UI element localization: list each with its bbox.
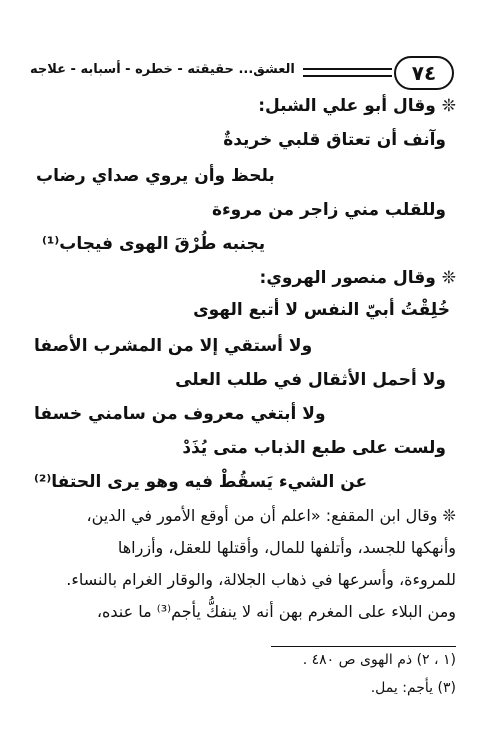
verse-line: وآنف أن تعتاق قلبي خريدةٌ <box>223 130 446 150</box>
verse-line: خُلِقْتُ أبيّ النفس لا أتبع الهوى <box>193 300 450 320</box>
page-number: ٧٤ <box>394 56 454 90</box>
verse-line: يجنبه طُرْقَ الهوى فيجاب⁽¹⁾ <box>42 234 266 254</box>
text-line: ❊ وقال أبو علي الشبل: <box>258 96 456 116</box>
verse-line: عن الشيء يَسقُطْ فيه وهو يرى الحتفا⁽²⁾ <box>34 472 368 492</box>
verse-line: ولا أستقي إلا من المشرب الأصفا <box>34 336 313 356</box>
verse-line: ولست على طبع الذباب متى يُذَدْ <box>182 438 446 458</box>
paragraph-line: للمروءة، وأسرعها في ذهاب الجلالة، والوقار الغرام بالنساء. <box>66 570 456 589</box>
header-rule <box>303 68 392 77</box>
verse-line: وللقلب مني زاجر من مروءة <box>211 200 446 220</box>
paragraph-line: وأنهكها للجسد، وأتلفها للمال، وأقتلها للعقل، وأزراها <box>117 538 456 557</box>
footnote-rule <box>271 646 456 647</box>
verse-line: ولا أحمل الأثقال في طلب العلى <box>175 370 446 390</box>
page-header <box>30 56 454 92</box>
running-title: العشق... حقيقته - خطره - أسبابه - علاجه <box>30 62 295 77</box>
paragraph-line: ❊ وقال ابن المقفع: «اعلم أن من أوقع الأمور في الدين، <box>86 506 456 525</box>
paragraph-line: ومن البلاء على المغرم بهن أنه لا ينفكُّ يأجم⁽³⁾ ما عنده، <box>96 602 456 621</box>
footnote: (٣) يأجم: يمل. <box>370 680 456 696</box>
text-line: ❊ وقال منصور الهروي: <box>259 268 456 288</box>
verse-line: بلحظ وأن يروي صداي رضاب <box>36 166 275 186</box>
verse-line: ولا أبتغي معروف من سامني خسفا <box>34 404 326 424</box>
footnote: (١ ، ٢) ذم الهوى ص ٤٨٠ . <box>302 652 456 668</box>
